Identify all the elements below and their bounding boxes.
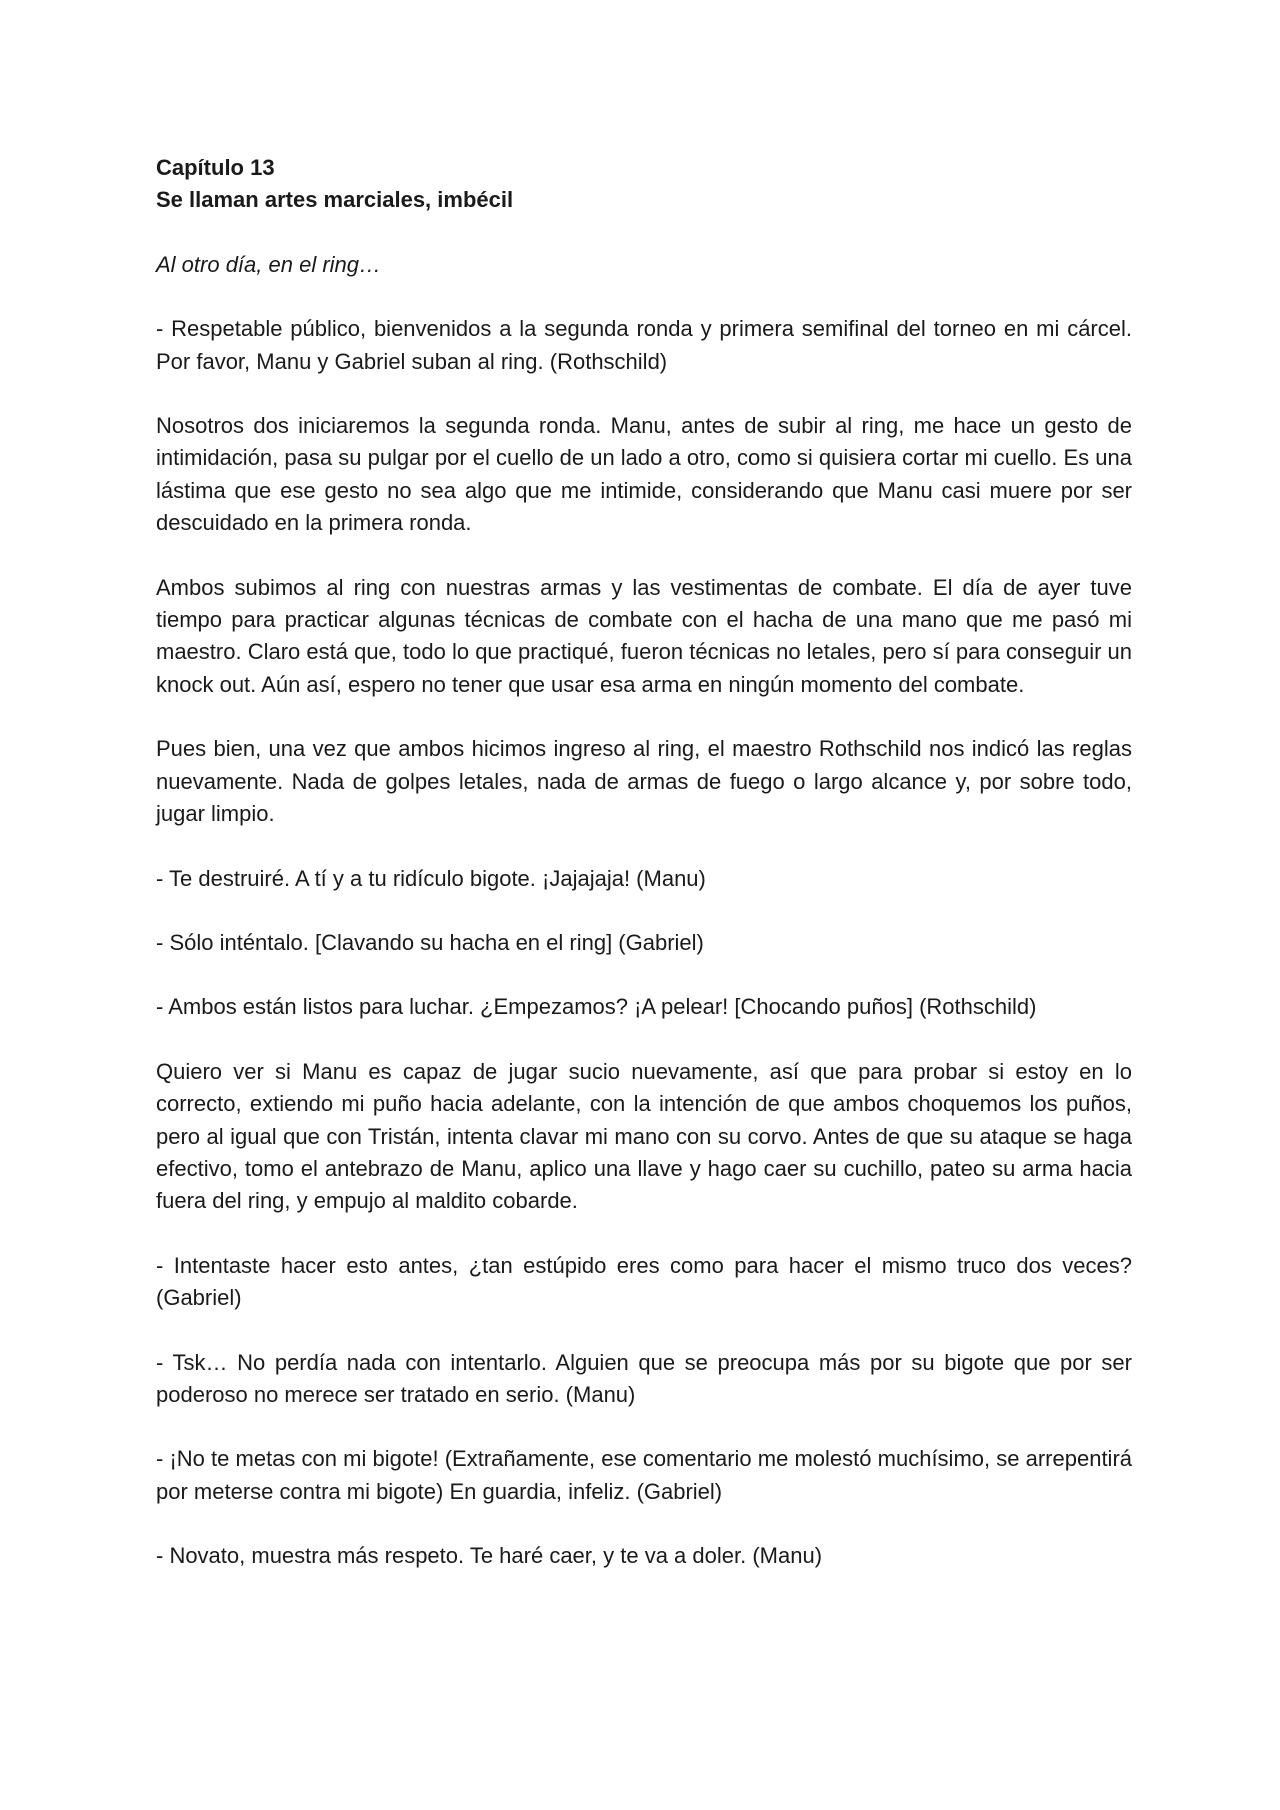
paragraph: - Respetable público, bienvenidos a la segunda ronda y primera semifinal del torneo en mi cárcel. Por favor, Manu y Gabriel suban al ring. (Rothschild) [156, 316, 1132, 374]
paragraph: - Intentaste hacer esto antes, ¿tan estúpido eres como para hacer el mismo truco dos veces? (Gabriel) [156, 1252, 1132, 1311]
paragraph: Pues bien, una vez que ambos hicimos ingreso al ring, el maestro Rothschild nos indicó las reglas nuevamente. Nada de golpes letales, nada de armas de fuego o largo alcance y, por sobre todo, jugar limpio. [156, 736, 1132, 827]
paragraph: - Sólo inténtalo. [Clavando su hacha en el ring] (Gabriel) [156, 929, 704, 955]
chapter-title: Se llaman artes marciales, imbécil [156, 187, 514, 213]
paragraph: Quiero ver si Manu es capaz de jugar sucio nuevamente, así que para probar si estoy en lo correcto, extiendo mi puño hacia adelante, con la intención de que ambos choquemos los puños, pero al igual que con Tristán, intenta clavar mi mano con su corvo. Antes de que su ataque se haga efectivo, tomo el antebrazo de Manu, aplico una llave y hago caer su cuchillo, pateo su arma hacia fuera del ring, y empujo al maldito cobarde. [156, 1058, 1132, 1214]
paragraph: - Tsk… No perdía nada con intentarlo. Alguien que se preocupa más por su bigote que por ser poderoso no merece ser tratado en serio. (Manu) [156, 1349, 1132, 1407]
paragraph: Ambos subimos al ring con nuestras armas y las vestimentas de combate. El día de ayer tuve tiempo para practicar algunas técnicas de combate con el hacha de una mano que me pasó mi maestro. Claro está que, todo lo que practiqué, fueron técnicas no letales, pero sí para conseguir un knock out. Aún así, espero no tener que usar esa arma en ningún momento del combate. [156, 574, 1132, 697]
paragraph: Nosotros dos iniciaremos la segunda ronda. Manu, antes de subir al ring, me hace un gesto de intimidación, pasa su pulgar por el cuello de un lado a otro, como si quisiera cortar mi cuello. Es una lástima que ese gesto no sea algo que me intimide, considerando que Manu casi muere por ser descuidado en la primera ronda. [156, 413, 1132, 536]
paragraph: - ¡No te metas con mi bigote! (Extrañamente, ese comentario me molestó muchísimo, se arrepentirá por meterse contra mi bigote) En guardia, infeliz. (Gabriel) [156, 1446, 1132, 1504]
paragraph: - Ambos están listos para luchar. ¿Empezamos? ¡A pelear! [Chocando puños] (Rothschild) [156, 994, 1037, 1020]
paragraph: - Te destruiré. A tí y a tu ridículo bigote. ¡Jajajaja! (Manu) [156, 865, 706, 891]
chapter-number: Capítulo 13 [156, 155, 275, 180]
document-page [156, 152, 1132, 1573]
scene-intro: Al otro día, en el ring… [156, 251, 382, 277]
paragraph: - Novato, muestra más respeto. Te haré caer, y te va a doler. (Manu) [156, 1543, 823, 1569]
